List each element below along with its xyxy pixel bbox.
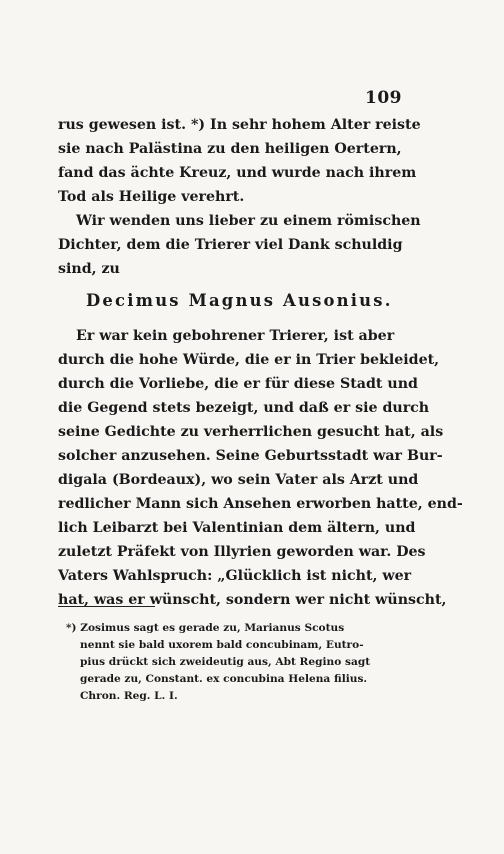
text-line: Dichter, dem die Trierer viel Dank schuldig bbox=[58, 237, 403, 253]
paragraph-2 bbox=[58, 209, 421, 281]
footnote-line: Chron. Reg. L. I. bbox=[80, 690, 178, 702]
text-line: solcher anzusehen. Seine Geburtsstadt war Bur- bbox=[58, 448, 443, 464]
footnote-line: pius drückt sich zweideutig aus, Abt Regino sagt bbox=[80, 656, 371, 668]
text-line: die Gegend stets bezeigt, und daß er sie durch bbox=[58, 400, 430, 416]
footnote-line: nennt sie bald uxorem bald concubinam, Eutro- bbox=[80, 639, 364, 651]
text-line: Er war kein gebohrener Trierer, ist aber bbox=[76, 328, 395, 344]
text-line: rus gewesen ist. *) In sehr hohem Alter reiste bbox=[58, 117, 421, 133]
paragraph-3 bbox=[58, 324, 463, 612]
text-line: hat, was er wünscht, sondern wer nicht wünscht, bbox=[58, 592, 447, 608]
text-line: durch die hohe Würde, die er in Trier bekleidet, bbox=[58, 352, 440, 368]
footnote-line: *) Zosimus sagt es gerade zu, Marianus Scotus bbox=[66, 622, 345, 634]
text-line: seine Gedichte zu verherrlichen gesucht hat, als bbox=[58, 424, 444, 440]
text-line: Tod als Heilige verehrt. bbox=[58, 189, 245, 205]
text-line: durch die Vorliebe, die er für diese Stadt und bbox=[58, 376, 418, 392]
text-line: sie nach Palästina zu den heiligen Oertern, bbox=[58, 141, 402, 157]
footnote-rule bbox=[58, 606, 155, 607]
main-text bbox=[58, 113, 463, 612]
text-line: redlicher Mann sich Ansehen erworben hatte, end- bbox=[58, 496, 463, 512]
text-line: lich Leibarzt bei Valentinian dem ältern, und bbox=[58, 520, 416, 536]
section-heading: Decimus Magnus Ausonius. bbox=[86, 291, 393, 310]
text-line: zuletzt Präfekt von Illyrien geworden war. Des bbox=[58, 544, 426, 560]
page-number: 109 bbox=[365, 88, 402, 108]
footnote-line: gerade zu, Constant. ex concubina Helena filius. bbox=[80, 673, 368, 685]
text-line: Vaters Wahlspruch: „Glücklich ist nicht, wer bbox=[58, 568, 412, 584]
text-line: sind, zu bbox=[58, 261, 120, 277]
paragraph-1 bbox=[58, 113, 421, 209]
text-line: fand das ächte Kreuz, und wurde nach ihrem bbox=[58, 165, 417, 181]
footnote bbox=[58, 620, 398, 705]
text-line: Wir wenden uns lieber zu einem römischen bbox=[76, 213, 421, 229]
text-line: digala (Bordeaux), wo sein Vater als Arzt und bbox=[58, 472, 419, 488]
